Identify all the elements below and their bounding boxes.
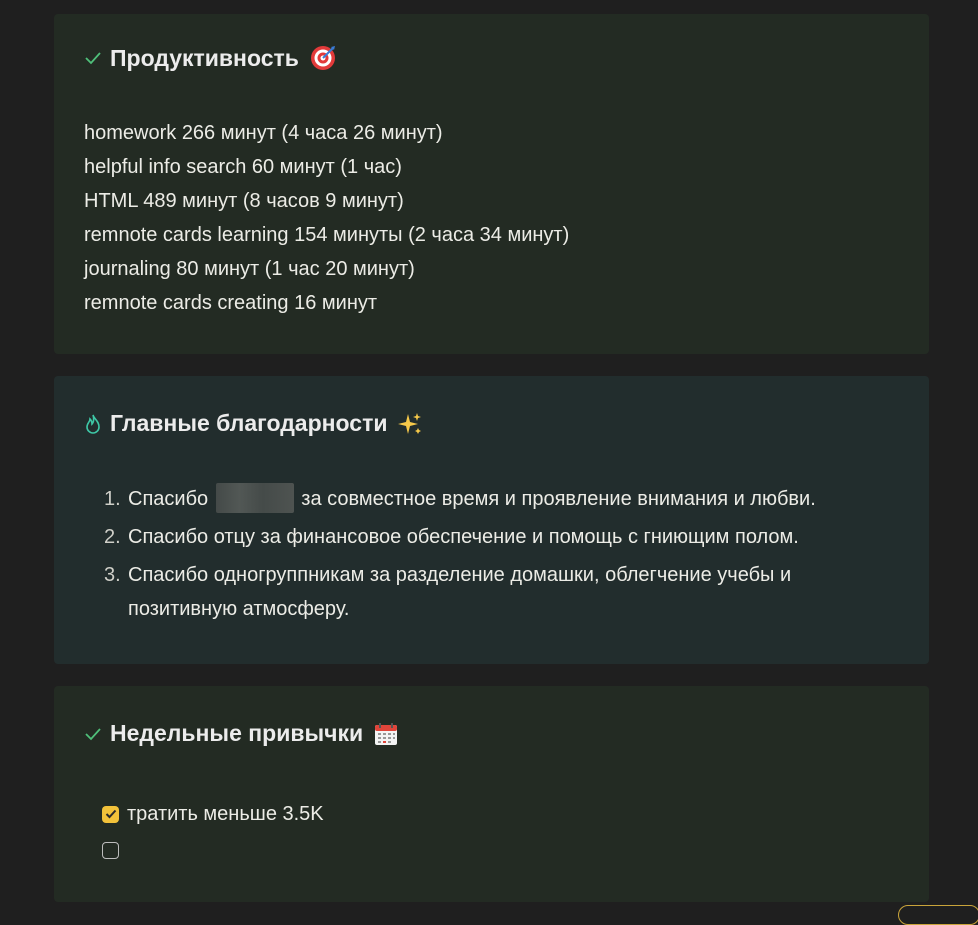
calendar-emoji-icon	[373, 721, 399, 747]
list-text: Спасибо одногруппникам за разделение домашки, облегчение учебы и позитивную атмосферу.	[128, 564, 792, 620]
redacted-name	[216, 483, 294, 513]
habits-callout	[54, 686, 929, 902]
list-item	[104, 482, 904, 516]
checklist-item-label[interactable]: тратить меньше 3.5K	[127, 802, 324, 825]
productivity-callout	[54, 14, 929, 354]
gratitude-callout	[54, 376, 929, 664]
gratitude-list	[104, 482, 904, 630]
gratitude-title: Главные благодарности	[110, 410, 388, 436]
list-text-start: Спасибо	[128, 488, 209, 510]
productivity-line: HTML 489 минут (8 часов 9 минут)	[84, 190, 404, 212]
flame-icon	[84, 413, 102, 435]
list-number: 2.	[104, 526, 121, 548]
productivity-line: homework 266 минут (4 часа 26 минут)	[84, 122, 443, 144]
list-number: 3.	[104, 564, 121, 586]
list-number: 1.	[104, 488, 121, 510]
productivity-line: remnote cards learning 154 минуты (2 часа 34 минут)	[84, 224, 570, 246]
checkmark-icon	[84, 727, 102, 741]
list-text	[128, 482, 904, 516]
list-text: Спасибо отцу за финансовое обеспечение и помощь с гниющим полом.	[128, 526, 799, 548]
productivity-list	[84, 116, 569, 320]
productivity-line: remnote cards creating 16 минут	[84, 292, 378, 314]
checklist-item	[102, 832, 324, 868]
productivity-line: helpful info search 60 минут (1 час)	[84, 156, 402, 178]
habits-checklist	[102, 796, 324, 868]
habits-title: Недельные привычки	[110, 720, 364, 746]
gratitude-heading	[84, 410, 423, 437]
checkbox-checked[interactable]	[102, 806, 119, 823]
habits-heading	[84, 720, 399, 747]
productivity-title: Продуктивность	[110, 44, 299, 71]
checklist-item	[102, 796, 324, 832]
productivity-line: journaling 80 минут (1 час 20 минут)	[84, 258, 415, 280]
target-emoji-icon	[309, 44, 337, 72]
sparkles-emoji-icon	[397, 411, 423, 437]
checkmark-icon	[84, 51, 102, 65]
list-text-end: за совместное время и проявление внимания и любви.	[301, 488, 816, 510]
list-item	[104, 558, 904, 626]
productivity-heading	[84, 44, 337, 72]
list-item	[104, 520, 904, 554]
corner-button-edge[interactable]	[898, 905, 978, 925]
checkbox-unchecked[interactable]	[102, 842, 119, 859]
